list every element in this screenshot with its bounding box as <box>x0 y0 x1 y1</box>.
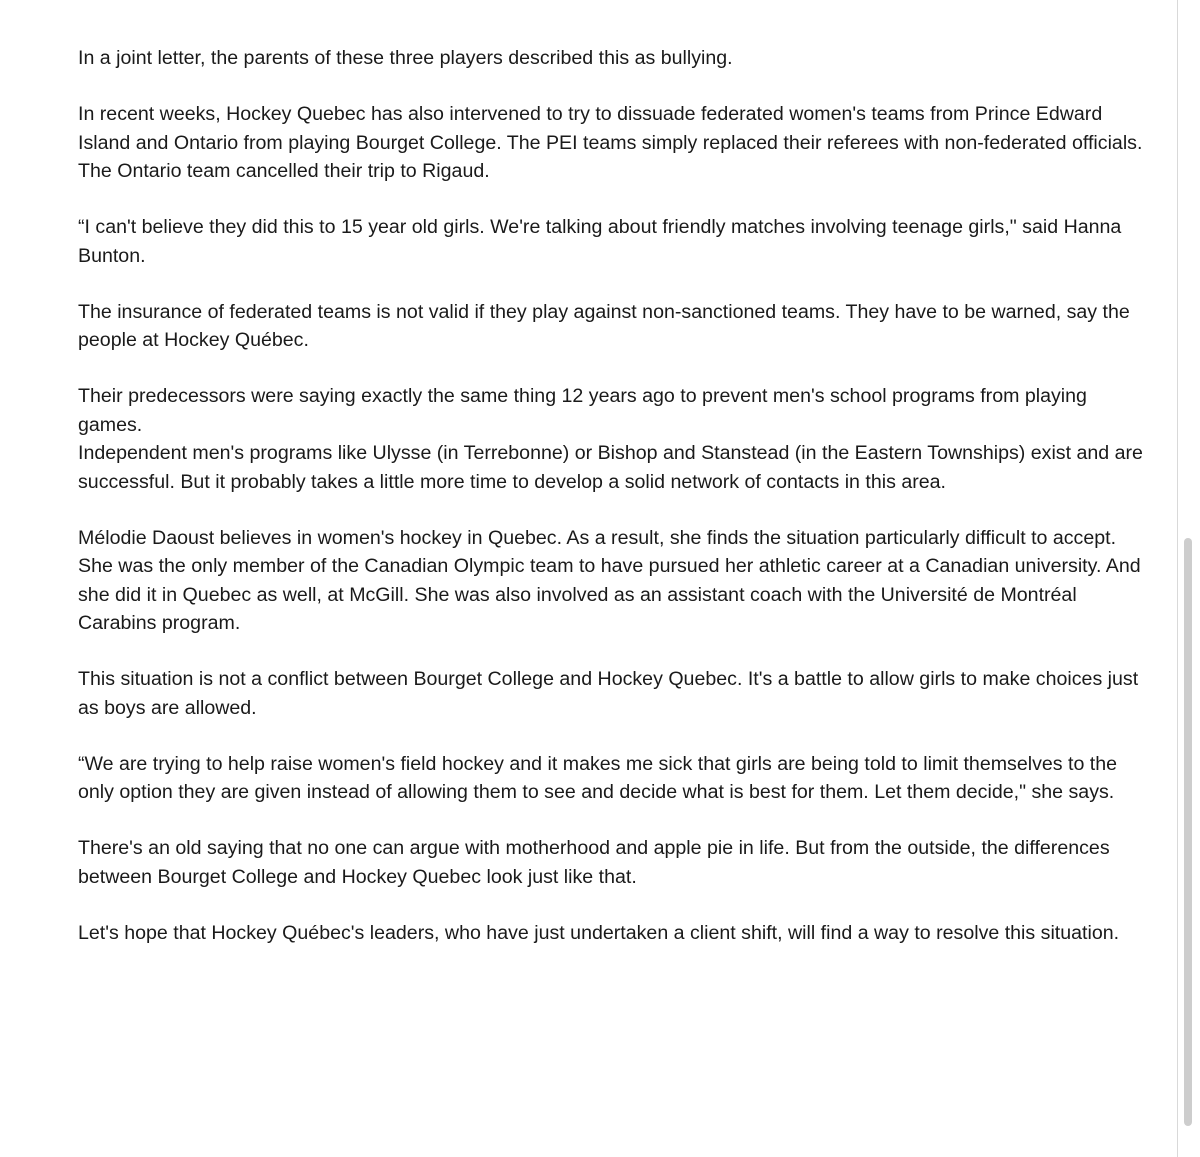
paragraph-field-hockey-quote: “We are trying to help raise women's field hockey and it makes me sick that girls are being told to limit themselves to the only option they are given instead of allowing them to see and decide what is best for them. Let them decide," she says. <box>78 752 1118 803</box>
page-edge-divider <box>1177 0 1178 1157</box>
paragraph-lets-hope: Let's hope that Hockey Québec's leaders, who have just undertaken a client shift, will find a way to resolve this situation. <box>78 921 1120 944</box>
document-body <box>78 44 1148 975</box>
paragraph-hanna-bunton-quote: “I can't believe they did this to 15 year old girls. We're talking about friendly matches involving teenage girls," said Hanna Bunton. <box>78 216 1122 267</box>
paragraph-independent-programs: Independent men's programs like Ulysse (in Terrebonne) or Bishop and Stanstead (in the Eastern Townships) exist and are successful. But it probably takes a little more time to develop a solid network of contacts in this area. <box>78 442 1143 493</box>
paragraph-melodie-daoust: Mélodie Daoust believes in women's hockey in Quebec. As a result, she finds the situation particularly difficult to accept. She was the only member of the Canadian Olympic team to have pursued her athletic career at a Canadian university. And she did it in Quebec as well, at McGill. She was also involved as an assistant coach with the Université de Montréal Carabins program. <box>78 526 1141 634</box>
scrollbar-thumb[interactable] <box>1184 538 1192 1126</box>
paragraph-insurance: The insurance of federated teams is not valid if they play against non-sanctioned teams. They have to be warned, say the people at Hockey Québec. <box>78 300 1130 351</box>
paragraph-not-a-conflict: This situation is not a conflict between Bourget College and Hockey Quebec. It's a battle to allow girls to make choices just as boys are allowed. <box>78 668 1139 719</box>
paragraph-recent-weeks: In recent weeks, Hockey Quebec has also intervened to try to dissuade federated women's teams from Prince Edward Island and Ontario from playing Bourget College. The PEI teams simply replaced their referees with non-federated officials. The Ontario team cancelled their trip to Rigaud. <box>78 103 1143 182</box>
paragraph-joint-letter: In a joint letter, the parents of these three players described this as bullying. <box>78 47 733 69</box>
paragraph-old-saying: There's an old saying that no one can argue with motherhood and apple pie in life. But from the outside, the differences between Bourget College and Hockey Quebec look just like that. <box>78 837 1110 888</box>
paragraph-predecessors: Their predecessors were saying exactly the same thing 12 years ago to prevent men's school programs from playing games. <box>78 385 1087 436</box>
